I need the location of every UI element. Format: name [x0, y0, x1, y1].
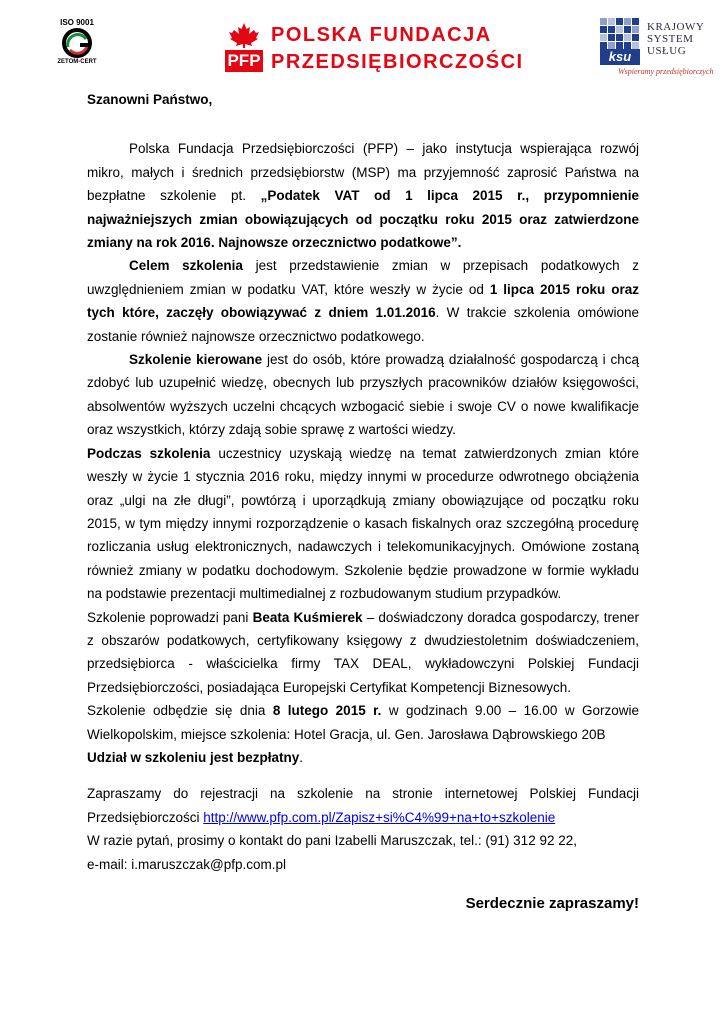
registration-link[interactable]: http://www.pfp.com.pl/Zapisz+si%C4%99+na+to+szkolenie: [203, 809, 556, 825]
training-place: w godzinach 9.00 – 16.00 w Gorzowie Wielkopolskim, miejsce szkolenia: Hotel Gracja, ul. Gen. Jarosława Dąbrowskiego 20B: [87, 703, 640, 742]
goal-heading: Celem szkolenia: [129, 258, 243, 274]
letterhead: [0, 0, 725, 90]
ksu-name-line1: KRAJOWY: [647, 21, 705, 33]
paragraph-date-place: [87, 699, 639, 746]
paragraph-registration: [87, 782, 639, 829]
closing: Serdecznie zapraszamy!: [465, 895, 639, 912]
iso-label: ISO 9001: [60, 18, 94, 27]
paragraph-free: [87, 746, 639, 769]
paragraph-trainer: [87, 606, 639, 700]
paragraph-contact: [87, 829, 639, 852]
contact-phone: W razie pytań, prosimy o kontakt do pani Izabelli Maruszczak, tel.: (91) 312 92 22,: [87, 833, 577, 849]
ksu-name: [647, 21, 704, 57]
registration-text: Zapraszamy do rejestracji na szkolenie na stronie internetowej Polskiej Fundacji Przedsiębiorczości: [87, 786, 639, 825]
zetom-cert-icon: [60, 28, 94, 58]
trainer-name: Beata Kuśmierek: [252, 609, 363, 625]
iso-certificate-logo: [52, 18, 102, 66]
ksu-logo: [600, 18, 714, 76]
free-participation: Udział w szkoleniu jest bezpłatny: [87, 749, 300, 765]
pfp-name-line1: POLSKA FUNDACJA: [271, 24, 492, 46]
intro-text: Polska Fundacja Przedsiębiorczości (PFP) – jako instytucja wspierająca rozwój mikro, małych i średnich przedsiębiorstw (MSP) ma przyjemność zaprosić Państwa na bezpłatne szkolenie pt.: [87, 141, 639, 204]
paragraph-intro: [87, 137, 639, 254]
audience-heading: Szkolenie kierowane: [129, 352, 263, 368]
ksu-name-line3: USŁUG: [647, 45, 687, 57]
letter-body: [87, 88, 639, 915]
zetom-label: ZETOM-CERT: [57, 59, 97, 65]
pfp-abbreviation: PFP: [225, 50, 263, 72]
ksu-slogan: Wspieramy przedsiębiorczych: [618, 67, 714, 76]
free-participation-dot: .: [299, 749, 304, 765]
goal-dates: 1 lipca 2015 roku oraz tych które, zaczęły obowiązywać z dniem 1.01.2016: [87, 281, 639, 321]
contact-email: e-mail: i.maruszczak@pfp.com.pl: [87, 856, 287, 872]
date-intro: Szkolenie odbędzie się dnia: [87, 703, 273, 719]
paragraph-email: [87, 853, 639, 876]
trainer-intro: Szkolenie poprowadzi pani: [87, 609, 253, 625]
ksu-name-line2: SYSTEM: [647, 33, 694, 45]
trainer-bio: – doświadczony doradca gospodarczy, trener z obszarów podatkowych, certyfikowany księgowy z dwudziestoletnim doświadczeniem, przedsiębiorca - właścicielka firmy TAX DEAL, wykładowczyni Polskiej Fundacji Przedsiębiorczości, posiadająca Europejski Certyfikat Kompetencji Biznesowych.: [87, 609, 639, 695]
pfp-name-line2: PRZEDSIĘBIORCZOŚCI: [271, 51, 524, 73]
paragraph-goal: [87, 254, 639, 348]
content-heading: Podczas szkolenia: [87, 445, 211, 461]
ksu-abbreviation: ksu: [600, 49, 640, 65]
goal-text: jest przedstawienie zmian w przepisach podatkowych z uwzględnieniem zmian w podatku VAT, które weszły w życie od: [87, 258, 639, 297]
salutation: [87, 88, 639, 111]
content-text: uczestnicy uzyskają wiedzę na temat zatwierdzonych zmian które weszły w życie 1 stycznia 2016 roku, między innymi w procedurze odwrotnego obciążenia oraz „ulgi na złe długi”, powtórzą i uporządkują zmiany obowiązujące od początku roku 2015, w tym między innymi rozporządzenie o kasach fiskalnych oraz szczegółną procedurę rozliczania usług elektronicznych, nadawczych i telekomunikacyjnych. Omówione zostaną również zmiany w podatku dochodowym. Szkolenie będzie prowadzone w formie wykładu na podstawie prezentacji multimedialnej z rozbudowanym studium przypadków.: [87, 445, 639, 602]
ksu-squares-icon: [600, 18, 640, 48]
paragraph-content: [87, 442, 639, 606]
training-date: 8 lutego 2015 r.: [272, 703, 382, 719]
maple-leaf-icon: [225, 22, 263, 48]
paragraph-audience: [87, 348, 639, 442]
goal-text-end: . W trakcie szkolenia omówione zostanie również najnowsze orzecznictwo podatkowego.: [87, 305, 639, 344]
audience-text: jest do osób, które prowadzą działalność gospodarczą i chcą zdobyć lub uzupełnić wiedzę, obecnych lub przyszłych pracowników działów księgowości, absolwentów wyższych uczelni chcących wzbogacić siebie i swoje CV o nowe kwalifikacje oraz wszystkich, którzy zdają sobie sprawę z wartości wiedzy.: [87, 352, 639, 438]
training-title: „Podatek VAT od 1 lipca 2015 r., przypomnienie najważniejszych zmian obowiązujących od początku roku 2015 oraz zatwierdzone zmiany na rok 2016. Najnowsze orzecznictwo podatkowe”.: [87, 188, 640, 251]
salutation-text: Szanowni Państwo,: [87, 92, 213, 107]
